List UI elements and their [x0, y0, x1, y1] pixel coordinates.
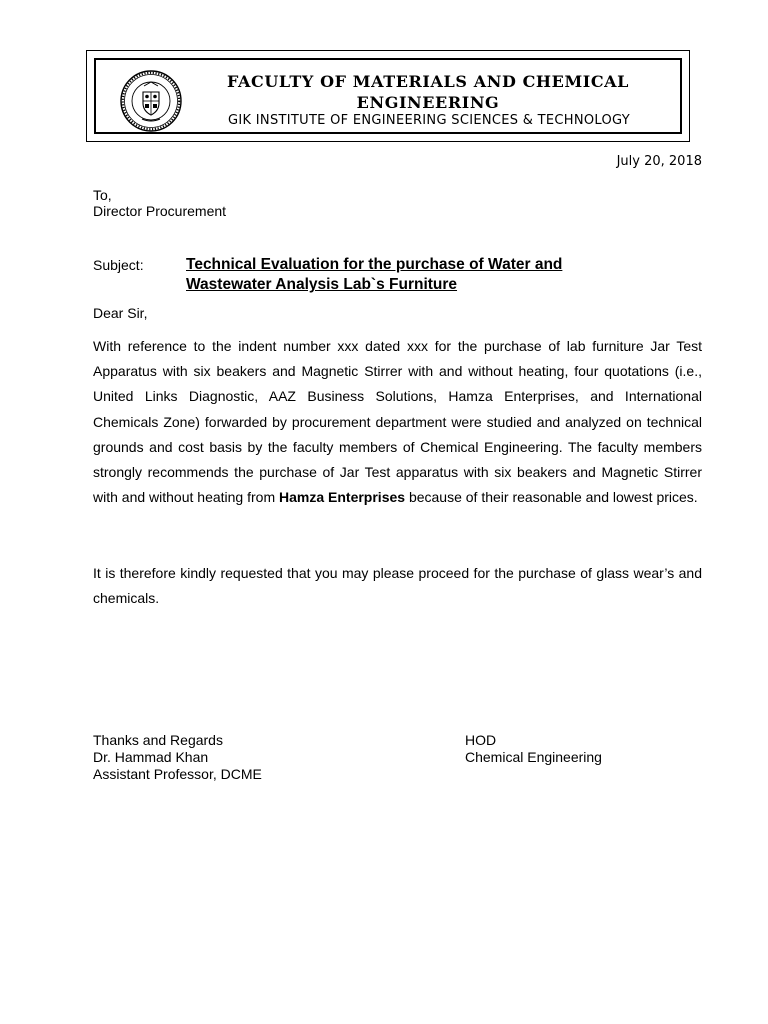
institute-name: GIK INSTITUTE OF ENGINEERING SCIENCES & TECHNOLOGY — [228, 113, 630, 128]
greeting: Dear Sir, — [93, 305, 148, 321]
faculty-name-line-2: ENGINEERING — [356, 93, 500, 112]
body-paragraph-1-end: because of their reasonable and lowest prices. — [405, 489, 698, 506]
subject-line-2: Wastewater Analysis Lab`s Furniture — [186, 276, 458, 293]
recipient-title: Director Procurement — [93, 203, 227, 219]
body-paragraph-1 — [93, 334, 702, 510]
signatory-name: Dr. Hammad Khan — [93, 749, 209, 765]
recipient-to: To, — [93, 187, 112, 203]
subject-line-1: Technical Evaluation for the purchase of Water and — [186, 256, 563, 273]
body-paragraph-1-text: With reference to the indent number xxx dated xxx for the purchase of lab furniture Jar Test Apparatus with six beakers and Magnetic Stirrer with and without heating, four quotations (i.e., United Links Diagnostic, AAZ Business Solutions, Hamza Enterprises, and International Chemicals Zone) forwarded by procurement department were studied and analyzed on technical grounds and cost basis by the faculty members of Chemical Engineering. The faculty members strongly recommends the purchase of Jar Test apparatus with six beakers and Magnetic Stirrer with and without heating from — [93, 338, 702, 506]
closing: Thanks and Regards — [93, 732, 223, 748]
hod-title: HOD — [465, 732, 497, 748]
faculty-name-line-1: FACULTY OF MATERIALS AND CHEMICAL — [226, 72, 630, 91]
letter-date: July 20, 2018 — [616, 154, 702, 169]
signatory-position: Assistant Professor, DCME — [93, 766, 262, 782]
body-paragraph-2: It is therefore kindly requested that you may please proceed for the purchase of glass wear’s and chemicals. — [93, 565, 702, 607]
subject-text — [186, 255, 656, 295]
hod-department: Chemical Engineering — [465, 749, 602, 765]
institute-seal-icon — [120, 70, 182, 132]
recommended-vendor: Hamza Enterprises — [279, 489, 406, 506]
subject-label: Subject: — [93, 257, 144, 273]
